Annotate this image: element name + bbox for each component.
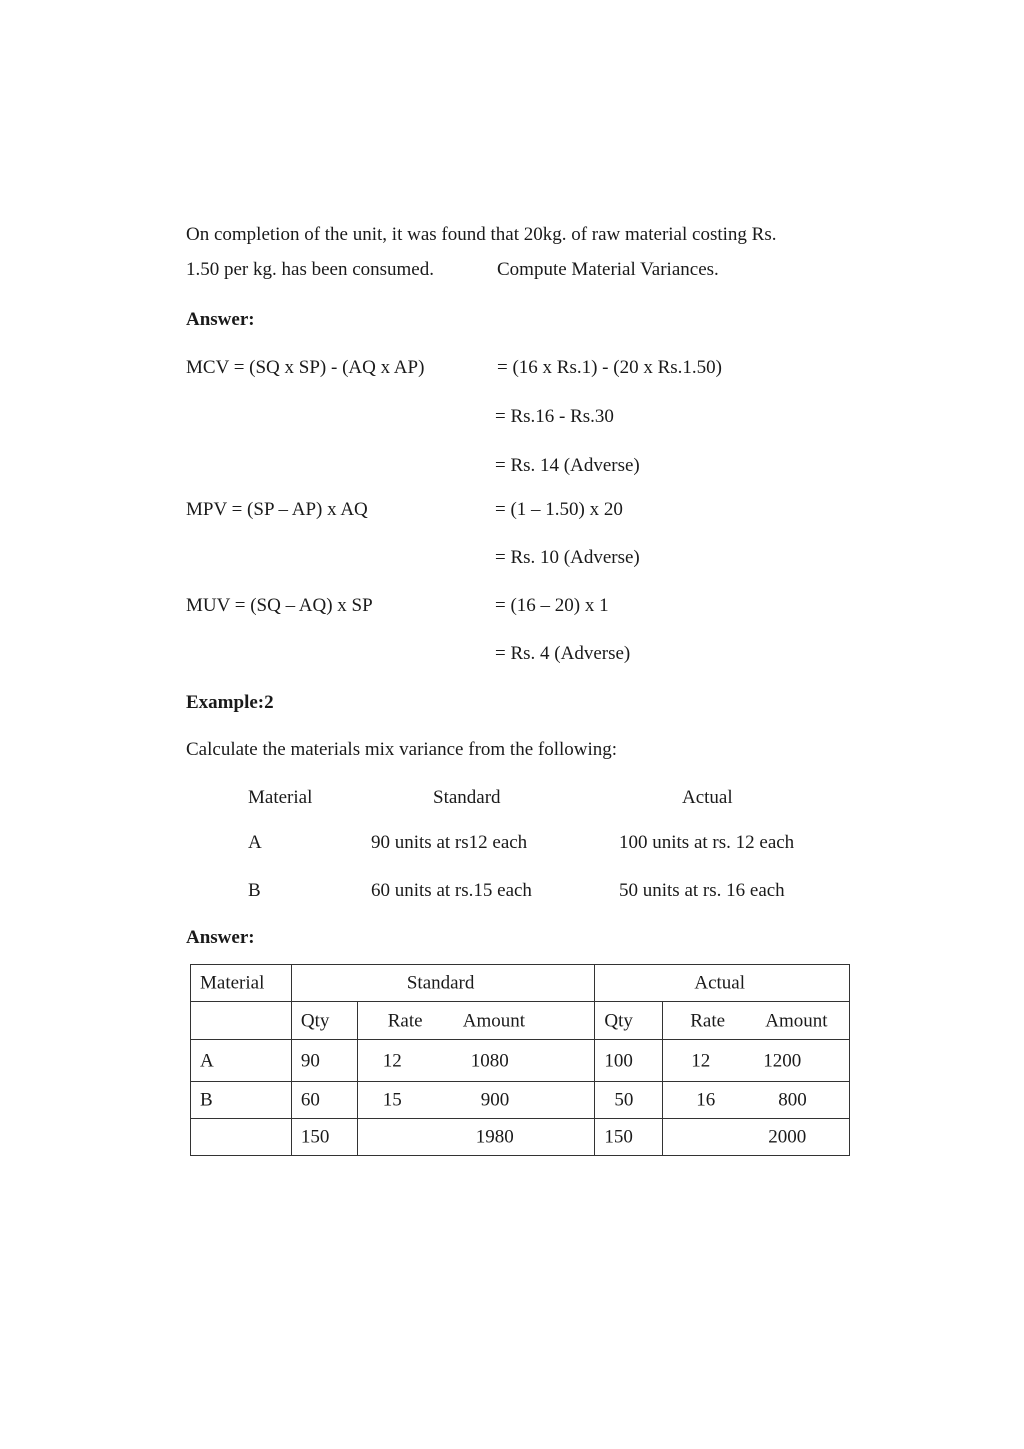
row-a-actual-amount: 1200 (763, 1050, 802, 1071)
row-b-material: B (200, 1089, 213, 1111)
mcv-formula: MCV = (SQ x SP) - (AQ x AP) (186, 357, 425, 378)
mcv-step-2: = Rs.16 - Rs.30 (495, 406, 614, 427)
table-cell (595, 1082, 663, 1119)
row-a-actual-qty: 100 (604, 1050, 633, 1071)
mcv-step-1: = (16 x Rs.1) - (20 x Rs.1.50) (497, 357, 722, 378)
table-cell (357, 1082, 595, 1119)
row-a-standard-qty: 90 (300, 1050, 320, 1071)
table-cell (595, 1040, 663, 1082)
row-b-standard-rate: 15 (382, 1089, 402, 1111)
table-row (191, 1082, 850, 1119)
table-cell (191, 965, 292, 1002)
example-question: Calculate the materials mix variance from the following: (186, 739, 618, 760)
row-a-material: A (200, 1050, 214, 1071)
mpv-step-1: = (1 – 1.50) x 20 (495, 499, 623, 520)
given-row-a-material: A (248, 832, 262, 853)
given-header-actual: Actual (682, 787, 733, 808)
row-b-actual-amount: 800 (778, 1089, 807, 1111)
muv-formula: MUV = (SQ – AQ) x SP (186, 595, 373, 616)
total-standard-qty: 150 (300, 1126, 330, 1148)
table-cell (595, 965, 850, 1002)
given-row-b-actual: 50 units at rs. 16 each (619, 880, 785, 901)
header-material: Material (200, 972, 265, 994)
answer-heading-2: Answer: (186, 927, 255, 948)
table-cell (291, 1002, 357, 1040)
table-cell (595, 1002, 663, 1040)
row-a-standard-rate: 12 (382, 1050, 402, 1071)
subheader-standard-amount: Amount (462, 1010, 526, 1031)
table-cell (291, 1082, 357, 1119)
row-b-actual-qty: 50 (614, 1089, 634, 1111)
row-b-standard-amount: 900 (480, 1089, 510, 1111)
table-total-row (191, 1119, 850, 1156)
row-a-actual-rate: 12 (691, 1050, 711, 1071)
total-actual-qty: 150 (604, 1126, 633, 1148)
given-row-b-material: B (248, 880, 261, 901)
muv-step-2: = Rs. 4 (Adverse) (495, 643, 631, 664)
table-cell (663, 1082, 850, 1119)
mcv-step-3: = Rs. 14 (Adverse) (495, 455, 640, 476)
table-cell (291, 965, 595, 1002)
total-actual-amount: 2000 (768, 1126, 807, 1148)
table-cell (191, 1040, 292, 1082)
subheader-actual-rate: Rate (690, 1010, 726, 1031)
table-cell (357, 1002, 595, 1040)
mpv-formula: MPV = (SP – AP) x AQ (186, 499, 368, 520)
table-header-row (191, 965, 850, 1002)
subheader-standard-rate: Rate (387, 1010, 423, 1031)
intro-line-2: 1.50 per kg. has been consumed. (186, 259, 434, 280)
subheader-actual-amount: Amount (765, 1010, 828, 1031)
given-header-material: Material (248, 787, 313, 808)
subheader-actual-qty: Qty (604, 1010, 633, 1031)
table-cell (595, 1119, 663, 1156)
given-row-a-actual: 100 units at rs. 12 each (619, 832, 795, 853)
table-cell (291, 1040, 357, 1082)
table-subheader-row (191, 1002, 850, 1040)
total-standard-amount: 1980 (475, 1126, 514, 1148)
intro-instruction: Compute Material Variances. (497, 259, 719, 280)
intro-line-1: On completion of the unit, it was found that 20kg. of raw material costing Rs. (186, 224, 777, 245)
subheader-standard-qty: Qty (300, 1010, 330, 1031)
answer-table (190, 964, 850, 1156)
table-cell (191, 1119, 292, 1156)
table-cell (191, 1002, 292, 1040)
table-cell (663, 1002, 850, 1040)
answer-heading-1: Answer: (186, 309, 255, 330)
table-cell (357, 1119, 595, 1156)
table-cell (191, 1082, 292, 1119)
table-cell (357, 1040, 595, 1082)
header-actual: Actual (694, 972, 746, 994)
table-cell (663, 1119, 850, 1156)
given-header-standard: Standard (433, 787, 501, 808)
muv-step-1: = (16 – 20) x 1 (495, 595, 609, 616)
table-cell (663, 1040, 850, 1082)
table-cell (291, 1119, 357, 1156)
row-b-actual-rate: 16 (696, 1089, 716, 1111)
header-standard: Standard (406, 972, 475, 994)
row-a-standard-amount: 1080 (470, 1050, 509, 1071)
table-row (191, 1040, 850, 1082)
example-heading: Example:2 (186, 692, 274, 713)
mpv-step-2: = Rs. 10 (Adverse) (495, 547, 640, 568)
row-b-standard-qty: 60 (300, 1089, 320, 1111)
given-row-a-standard: 90 units at rs12 each (371, 832, 528, 853)
given-row-b-standard: 60 units at rs.15 each (371, 880, 532, 901)
